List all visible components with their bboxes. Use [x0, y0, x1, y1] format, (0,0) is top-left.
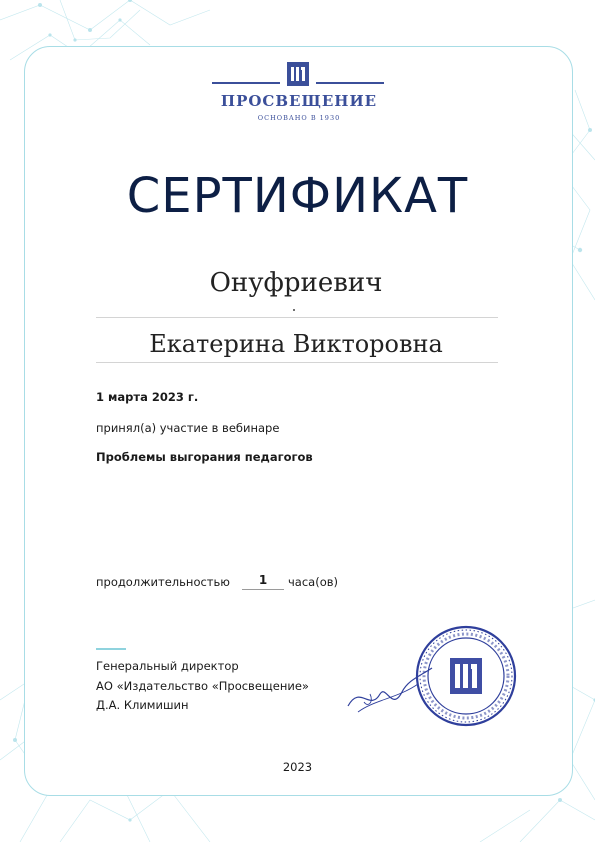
- recipient-given-names: Екатерина Викторовна: [149, 330, 443, 358]
- duration-label: продолжительностью: [96, 575, 230, 589]
- name-rule: [96, 362, 498, 363]
- signatory-name: Д.А. Климишин: [96, 698, 189, 712]
- duration-unit: часа(ов): [288, 575, 338, 589]
- dot-mark: [293, 309, 295, 311]
- participation-text: принял(а) участие в вебинаре: [96, 421, 280, 435]
- director-signature: [340, 654, 440, 724]
- signatory-position: Генеральный директор: [96, 659, 239, 673]
- logo-subtitle: ОСНОВАНО В 1930: [257, 114, 341, 122]
- logo-rule-left: [212, 82, 280, 84]
- signature-accent-line: [96, 648, 126, 650]
- surname-rule: [96, 317, 498, 318]
- duration-value: 1: [242, 573, 284, 590]
- publisher-logo: [210, 58, 388, 128]
- signatory-organization: АО «Издательство «Просвещение»: [96, 679, 309, 693]
- webinar-title: Проблемы выгорания педагогов: [96, 450, 313, 464]
- logo-rule-right: [316, 82, 384, 84]
- footer-year: 2023: [282, 760, 313, 774]
- event-date: 1 марта 2023 г.: [96, 390, 199, 404]
- recipient-surname: Онуфриевич: [209, 268, 383, 298]
- certificate-title: СЕРТИФИКАТ: [126, 168, 469, 224]
- publisher-emblem-icon: [287, 62, 309, 86]
- logo-name: ПРОСВЕЩЕНИЕ: [220, 92, 378, 110]
